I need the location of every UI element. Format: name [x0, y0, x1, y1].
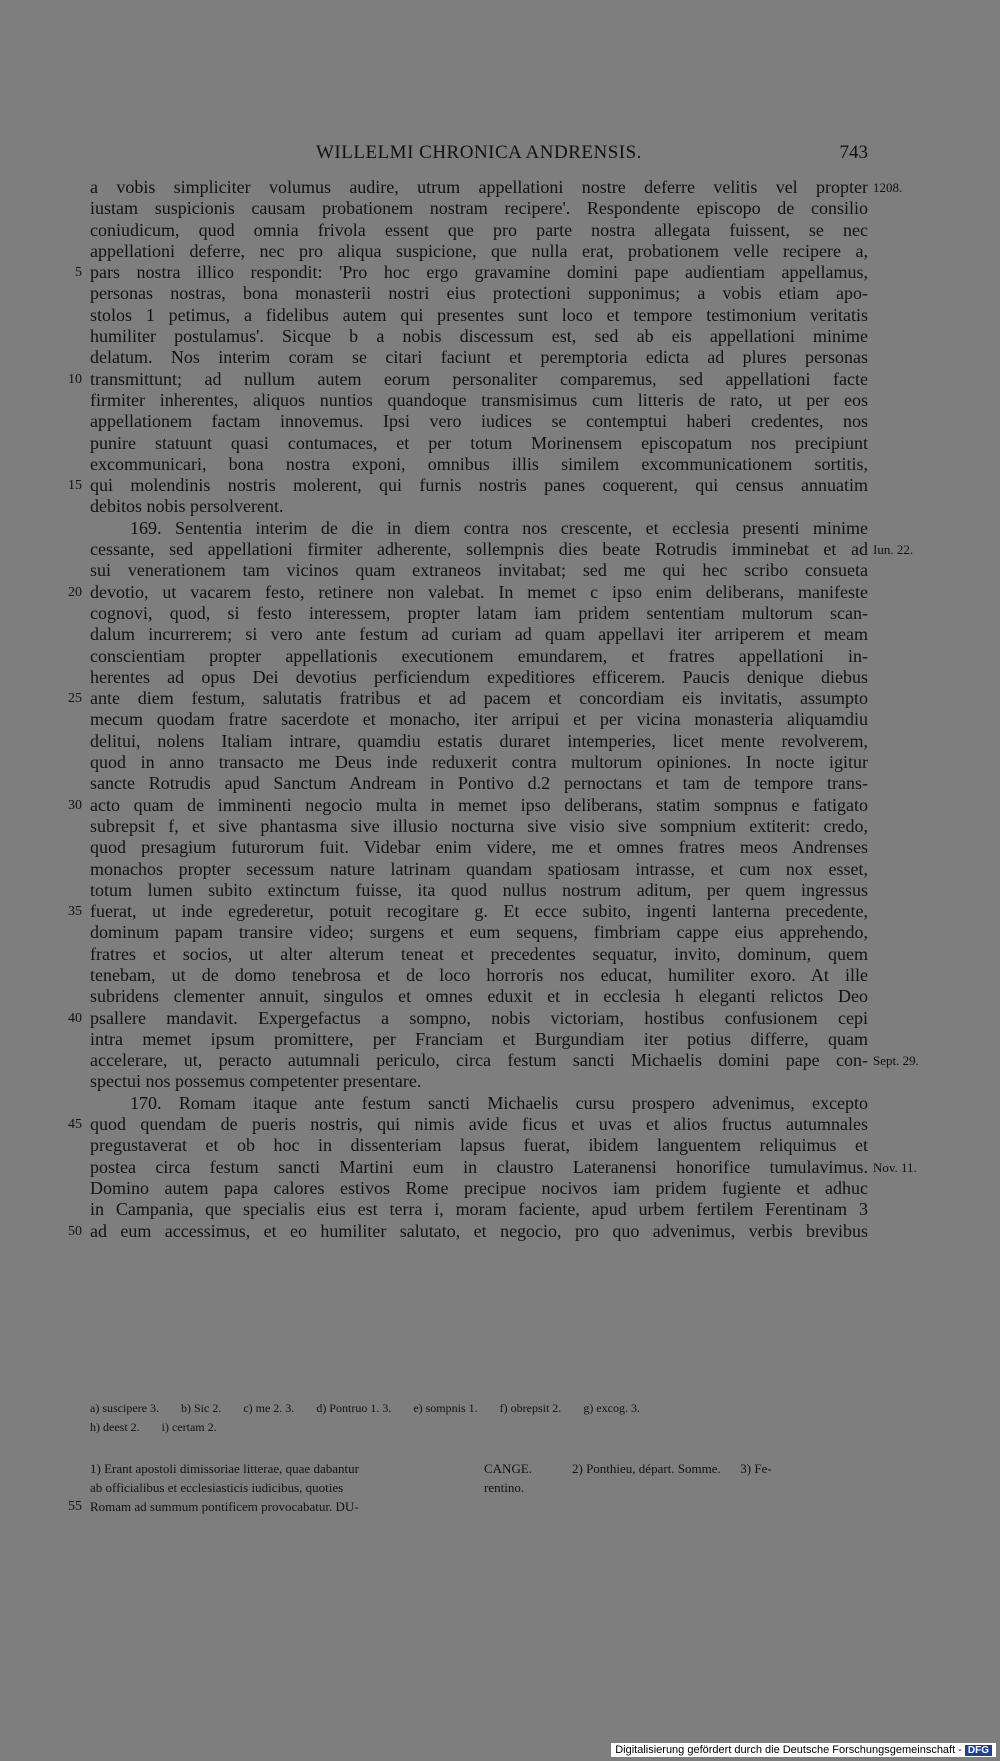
- line-text: cognovi, quod, si festo interessem, propter latam iam pridem sententiam multorum scan-: [90, 602, 868, 623]
- text-line: [0, 326, 1000, 347]
- line-text: ad eum accessimus, et eo humiliter salutato, et negocio, pro quo advenimus, verbis brevibus: [90, 1220, 868, 1241]
- variant-note: g) excog. 3.: [583, 1401, 640, 1415]
- line-text: conscientiam propter appellationis executionem emundarem, et fratres appellationi in-: [90, 645, 868, 666]
- text-line: [0, 1008, 1000, 1029]
- line-text: delatum. Nos interim coram se citari faciunt et peremptoria edicta ad plures personas: [90, 347, 868, 368]
- line-text: personas nostras, bona monasterii nostri eius protectioni supponimus; a vobis etiam apo-: [90, 283, 868, 304]
- text-line: [0, 411, 1000, 432]
- variant-note: c) me 2. 3.: [243, 1401, 295, 1415]
- text-line: [0, 582, 1000, 603]
- line-text: accelerare, ut, peracto autumnali periculo, circa festum sancti Michaelis domini pape con-: [90, 1050, 868, 1071]
- variant-readings: [90, 1399, 870, 1437]
- margin-date: 1208.: [873, 180, 903, 195]
- footnote-2: 2) Ponthieu, départ. Somme.: [572, 1461, 721, 1476]
- line-text: acto quam de imminenti negocio multa in memet ipso deliberans, statim sompnus e fatigato: [90, 794, 868, 815]
- line-text: totum lumen subito extinctum fuisse, ita quod nullus nostrum aditum, per quem ingressus: [90, 879, 868, 900]
- text-line: [0, 241, 1000, 262]
- text-line: [0, 922, 1000, 943]
- footnote-1-cont: [484, 1459, 564, 1497]
- footnote-1: [90, 1459, 475, 1516]
- text-line: [0, 986, 1000, 1007]
- text-line: [0, 709, 1000, 730]
- text-line: [0, 1071, 1000, 1092]
- line-text: sancte Rotrudis apud Sanctum Andream in Pontivo d.2 pernoctans et tam de tempore trans-: [90, 773, 868, 794]
- text-line: [0, 283, 1000, 304]
- line-text: sui venerationem tam vicinos quam extraneos invitabat; sed me qui hec scribo consueta: [90, 560, 868, 581]
- footer-text: Digitalisierung gefördert durch die Deutsche Forschungsgemeinschaft -: [615, 1744, 962, 1756]
- text-line: [0, 752, 1000, 773]
- variant-note: b) Sic 2.: [180, 1401, 222, 1415]
- line-number: 50: [68, 1223, 82, 1239]
- margin-date: Sept. 29.: [873, 1053, 919, 1069]
- line-text: psallere mandavit. Expergefactus a sompno, nobis victoriam, hostibus confusionem cepi: [90, 1007, 868, 1028]
- text-line: [0, 880, 1000, 901]
- line-text: pars nostra illico respondit: 'Pro hoc ergo gravamine domini pape audientiam appellamus,: [90, 262, 868, 283]
- line-text: cessante, sed appellationi firmiter adherente, sollempnis dies beate Rotrudis imminebat et ad: [90, 539, 868, 560]
- line-text: iustam suspicionis causam probationem nostram recipere'. Respondente episcopo de consilio: [90, 198, 868, 219]
- footnote-line: Romam ad summum pontificem provocabatur. DU-: [90, 1499, 359, 1514]
- variant-note: d) Pontruo 1. 3.: [316, 1401, 392, 1415]
- text-line: [0, 475, 1000, 496]
- line-number: 40: [68, 1010, 82, 1026]
- line-text: postea circa festum sancti Martini eum in claustro Lateranensi honorifice tumulavimus.: [90, 1156, 868, 1177]
- line-text: quod in anno transacto me Deus inde reduxerit contra multorum opiniones. In nocte igitur: [90, 752, 868, 773]
- line-text: appellationem factam innovemus. Ipsi vero iudices se contemptui haberi credentes, nos: [90, 411, 868, 432]
- text-line: [0, 369, 1000, 390]
- text-line: [0, 965, 1000, 986]
- footnote-line: ab officialibus et ecclesiasticis iudicibus, quoties: [90, 1480, 344, 1495]
- text-line: [0, 688, 1000, 709]
- line-text: ante diem festum, salutatis fratribus et ad pacem et concordiam eis invitatis, assumpto: [90, 688, 868, 709]
- line-text: subrepsit f, et sive phantasma sive illusio nocturna sive visio sive sompnium extiterit: credo,: [90, 815, 868, 836]
- line-text: dominum papam transire video; surgens et eum sequens, fimbriam cappe eius apprehendo,: [90, 922, 868, 943]
- text-line: [0, 177, 1000, 198]
- line-text: intra memet ipsum promittere, per Franciam et Burgundiam iter potius differre, quam: [90, 1028, 868, 1049]
- line-text: in Campania, que specialis eius est terra i, moram faciente, apud urbem fertilem Ferentinam 3: [90, 1199, 868, 1220]
- line-text: transmittunt; ad nullum autem eorum personaliter comparemus, sed appellationi facte: [90, 368, 868, 389]
- footnote-line: 1) Erant apostoli dimissoriae litterae, quae dabantur: [90, 1461, 359, 1476]
- line-text: appellationi deferre, nec pro aliqua suspicione, que nulla erat, probationem velle recipere a,: [90, 240, 868, 261]
- variant-note: a) suscipere 3.: [90, 1401, 159, 1415]
- variant-note: f) obrepsit 2.: [499, 1401, 562, 1415]
- line-text: 170. Romam itaque ante festum sancti Michaelis cursu prospero advenimus, excepto: [130, 1092, 868, 1113]
- line-text: spectui nos possemus competenter presentare.: [90, 1071, 422, 1092]
- text-line: [0, 1093, 1000, 1114]
- text-line: [0, 560, 1000, 581]
- text-line: [0, 731, 1000, 752]
- line-text: stolos 1 petimus, a fidelibus autem qui presentes sunt loco et tempore testimonium veritatis: [90, 304, 868, 325]
- variant-row: [90, 1399, 870, 1418]
- text-line: [0, 646, 1000, 667]
- line-text: delitui, nolens Italiam intrare, quamdiu estatis duraret intemperies, licet mente revolverem,: [90, 730, 868, 751]
- line-text: firmiter inherentes, aliquos nuntios quandoque transmisimus cum litteris de rato, ut per eos: [90, 389, 868, 410]
- line-number: 35: [68, 904, 82, 920]
- text-line: [0, 454, 1000, 475]
- text-line: [0, 390, 1000, 411]
- text-line: [0, 518, 1000, 539]
- text-line: [0, 1135, 1000, 1156]
- text-line: [0, 1157, 1000, 1178]
- text-line: [0, 837, 1000, 858]
- line-text: herentes ad opus Dei devotius perficiendum expeditiores efficerem. Paucis denique diebus: [90, 666, 868, 687]
- line-text: fuerat, ut inde egrederetur, potuit recogitare g. Et ecce subito, ingenti lanterna precedente,: [90, 901, 868, 922]
- footnote-line: rentino.: [484, 1480, 525, 1495]
- variant-note: e) sompnis 1.: [413, 1401, 478, 1415]
- footnote-3: 3) Fe-: [740, 1461, 772, 1476]
- line-text: quod presagium futurorum fuit. Videbar enim videre, me et omnes fratres meos Andrenses: [90, 837, 868, 858]
- line-number: 10: [68, 371, 82, 387]
- text-line: [0, 944, 1000, 965]
- running-header: [88, 142, 868, 172]
- text-line: [0, 433, 1000, 454]
- text-line: [0, 667, 1000, 688]
- text-line: [0, 1178, 1000, 1199]
- text-line: [0, 603, 1000, 624]
- line-text: fratres et socios, ut alter alterum teneat et precedentes sequatur, invito, dominum, quem: [90, 943, 868, 964]
- line-text: devotio, ut vacarem festo, retinere non valebat. In memet c ipso enim deliberans, manifeste: [90, 581, 868, 602]
- text-line: [0, 795, 1000, 816]
- line-number: 15: [68, 478, 82, 494]
- text-line: [0, 1114, 1000, 1135]
- text-line: [0, 305, 1000, 326]
- footnote-2-3: [572, 1459, 872, 1478]
- margin-date: Nov. 11.: [873, 1159, 917, 1175]
- dfg-logo-icon: DFG: [965, 1745, 992, 1756]
- line-text: pregustaverat et ob hoc in dissenteriam lapsus fuerat, ibidem languentem reliquimus et: [90, 1135, 868, 1156]
- text-line: [0, 859, 1000, 880]
- line-number: 20: [68, 584, 82, 600]
- line-text: debitos nobis persolverent.: [90, 496, 284, 517]
- text-line: [0, 624, 1000, 645]
- variant-row: [90, 1418, 870, 1437]
- line-text: coniudicum, quod omnia frivola essent que pro parte nostra allegata fuissent, se nec: [90, 219, 868, 240]
- running-title: WILLELMI CHRONICA ANDRENSIS.: [316, 142, 642, 163]
- text-line: [0, 1050, 1000, 1071]
- line-text: excommunicari, bona nostra exponi, omnibus illis similem excommunicationem sortitis,: [90, 453, 868, 474]
- line-text: Domino autem papa calores estivos Rome precipue nocivos iam pridem fugiente et adhuc: [90, 1177, 868, 1198]
- line-number: 25: [68, 691, 82, 707]
- footnote-line: CANGE.: [484, 1461, 533, 1476]
- text-line: [0, 1199, 1000, 1220]
- line-text: quod quendam de pueris nostris, qui nimis avide ficus et uvas et alios fructus autumnales: [90, 1114, 868, 1135]
- line-text: monachos propter secessum nature latrinam quandam spatiosam intrasse, et cum nox esset,: [90, 858, 868, 879]
- main-text: [0, 177, 1000, 1242]
- variant-note: h) deest 2.: [90, 1420, 140, 1434]
- text-line: [0, 901, 1000, 922]
- line-text: humiliter postulamus'. Sicque b a nobis discessum est, sed ab eis appellationi minime: [90, 326, 868, 347]
- text-line: [0, 539, 1000, 560]
- text-line: [0, 496, 1000, 517]
- funding-footer: [611, 1743, 996, 1757]
- line-text: dalum incurrerem; si vero ante festum ad curiam ad quam appellavi iter arriperem et meam: [90, 624, 868, 645]
- text-line: [0, 1221, 1000, 1242]
- text-line: [0, 773, 1000, 794]
- text-line: [0, 1029, 1000, 1050]
- line-text: a vobis simpliciter volumus audire, utrum appellationi nostre deferre velitis vel propter: [90, 177, 868, 197]
- line-number: 45: [68, 1117, 82, 1133]
- text-line: [0, 347, 1000, 368]
- line-text: qui molendinis nostris molerent, qui furnis nostris panes coquerent, qui census annuatim: [90, 475, 868, 496]
- text-line: [0, 220, 1000, 241]
- line-text: punire statuunt quasi contumaces, et per totum Morinensem episcopatum nos precipiunt: [90, 432, 868, 453]
- line-text: subridens clementer annuit, singulos et omnes eduxit et in ecclesia h eleganti relictos Deo: [90, 986, 868, 1007]
- variant-note: i) certam 2.: [161, 1420, 217, 1434]
- text-line: [0, 816, 1000, 837]
- text-line: [0, 262, 1000, 283]
- line-text: 169. Sententia interim de die in diem contra nos crescente, et ecclesia presenti minime: [130, 517, 868, 538]
- line-number: 30: [68, 797, 82, 813]
- page-number: 743: [839, 142, 868, 163]
- line-text: tenebam, ut de domo tenebrosa et de loco horroris nos educat, humiliter exoro. At ille: [90, 964, 868, 985]
- line-number: 5: [75, 265, 82, 281]
- margin-date: Iun. 22.: [873, 542, 914, 558]
- line-text: mecum quodam fratre sacerdote et monacho, iter arripui et per vicina monasteria aliquamdiu: [90, 709, 868, 730]
- line-number: 55: [68, 1499, 82, 1514]
- text-line: [0, 198, 1000, 219]
